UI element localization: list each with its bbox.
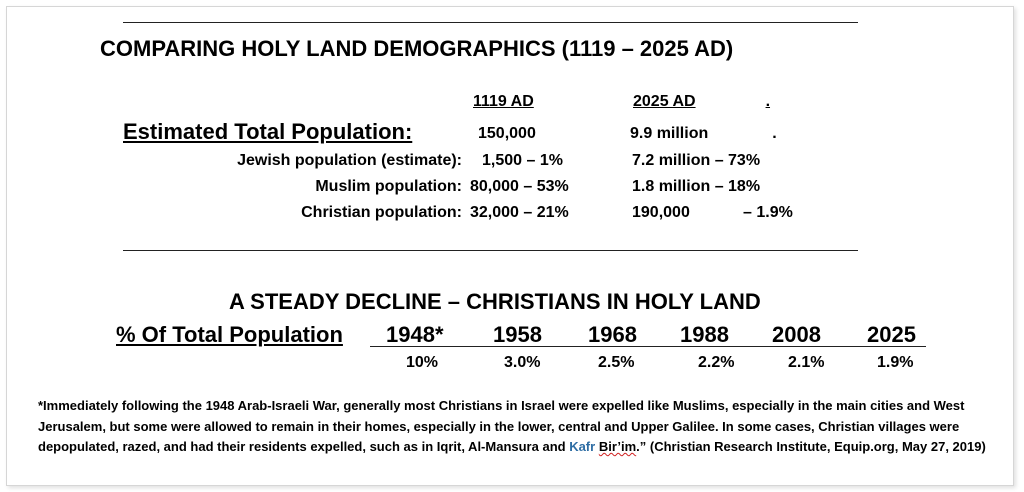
title-steady-decline: A STEADY DECLINE – CHRISTIANS IN HOLY LAND <box>229 289 761 314</box>
jewish-population-1119: 1,500 – 1% <box>482 152 563 169</box>
spellcheck-word: Bir’im <box>598 439 637 454</box>
middle-rule <box>123 250 858 251</box>
value-1988: 2.2% <box>698 354 735 371</box>
col-2025-label: 2025 AD <box>633 93 696 110</box>
muslim-population-1119: 80,000 – 53% <box>470 178 569 195</box>
christian-population-1119: 32,000 – 21% <box>470 204 569 221</box>
footnote <box>38 396 998 458</box>
top-rule <box>123 22 858 23</box>
value-1948: 10% <box>406 354 439 371</box>
christian-population-2025: 190,000 <box>632 204 690 221</box>
year-1988: 1988 <box>680 322 729 347</box>
jewish-population-label: Jewish population (estimate): <box>237 152 462 169</box>
year-1968: 1968 <box>588 322 637 347</box>
jewish-population-2025: 7.2 million – 73% <box>632 152 761 169</box>
title-comparing-demographics: COMPARING HOLY LAND DEMOGRAPHICS (1119 – 2025 AD) <box>100 36 734 61</box>
value-1958: 3.0% <box>504 354 541 371</box>
christian-population-label: Christian population: <box>301 204 462 221</box>
value-1968: 2.5% <box>598 354 635 371</box>
christian-population-2025-pct: – 1.9% <box>743 204 793 221</box>
total-2025-value: 9.9 million <box>630 125 709 142</box>
year-2008: 2008 <box>772 322 821 347</box>
year-1948: 1948* <box>386 322 444 347</box>
percent-total-population-label: % Of Total Population <box>116 322 343 347</box>
year-2025: 2025 <box>867 322 916 347</box>
kafr-link[interactable]: Kafr <box>569 439 596 454</box>
footnote-text: *Immediately following the 1948 Arab-Israeli War, generally most Christians in Israel were expelled like Muslims, especially in the main cities and West Jerusalem, but some were allowed to remain in their homes, especially in the lower, central and Upper Galilee. In some cases, Christian villages were depopulated, razed, and had their residents expelled, such as in Iqrit, Al-Mansura and <box>38 398 965 454</box>
muslim-population-label: Muslim population: <box>315 178 462 195</box>
footnote-citation: .” (Christian Research Institute, Equip.org, May 27, 2019) <box>636 439 986 454</box>
total-dot: . <box>772 125 777 142</box>
muslim-population-2025: 1.8 million – 18% <box>632 178 761 195</box>
total-population-label: Estimated Total Population: <box>123 119 413 144</box>
col-2025-header <box>633 93 770 111</box>
decline-table-rule <box>370 346 926 347</box>
value-2025: 1.9% <box>877 354 914 371</box>
header-dot: . <box>765 93 771 110</box>
col-1119-header: 1119 AD <box>473 93 534 110</box>
total-population-1119: 150,000 <box>478 125 536 142</box>
value-2008: 2.1% <box>788 354 825 371</box>
total-population-2025 <box>630 125 777 143</box>
year-1958: 1958 <box>493 322 542 347</box>
